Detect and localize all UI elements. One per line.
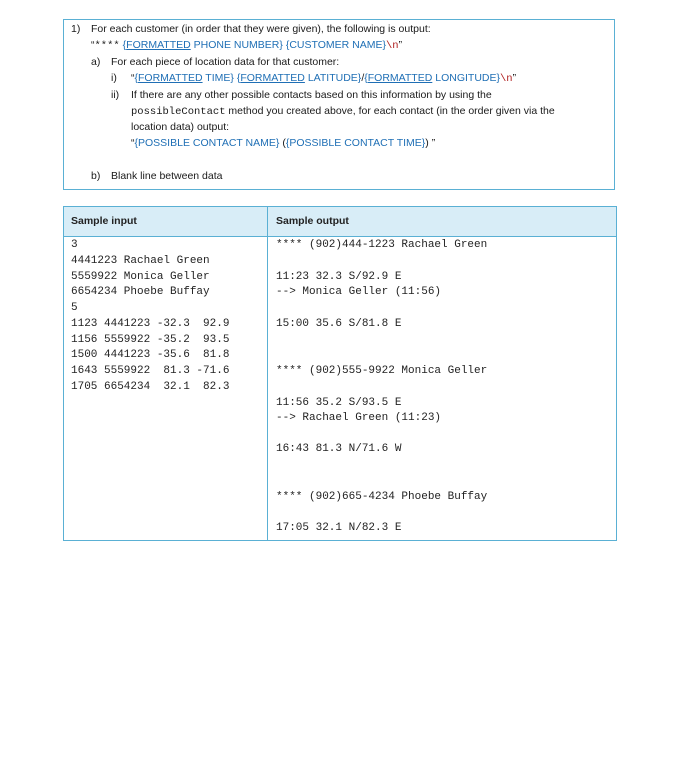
table-header-row	[64, 207, 616, 237]
output-line: --> Monica Geller (11:56)	[276, 286, 442, 298]
item-a-text: For each piece of location data for that customer:	[111, 56, 340, 68]
output-line: **** (902)444-1223 Rachael Green	[276, 239, 488, 251]
input-line: 6654234 Phoebe Buffay	[71, 286, 210, 298]
input-line: 5559922 Monica Geller	[71, 271, 210, 283]
item-i-number: i)	[111, 72, 117, 84]
requirements-box	[63, 19, 615, 190]
item-ii-number: ii)	[111, 89, 120, 101]
column-divider	[267, 207, 268, 540]
item-b-number: b)	[91, 170, 101, 182]
possible-contact-code: possibleContact	[131, 106, 226, 118]
input-line: 3	[71, 239, 78, 251]
item-1-text: For each customer (in order that they were given), the following is output:	[91, 23, 431, 35]
output-line: 11:56 35.2 S/93.5 E	[276, 397, 402, 409]
output-line: 16:43 81.3 N/71.6 W	[276, 443, 402, 455]
sample-table	[63, 206, 617, 541]
contact-format-line: “{POSSIBLE CONTACT NAME} ({POSSIBLE CONTACT TIME}) ”	[131, 137, 436, 149]
item-ii-text-2: possibleContact method you created above, for each contact (in the order given via the	[131, 105, 555, 118]
item-ii-text-1: If there are any other possible contacts based on this information by using the	[131, 89, 492, 101]
customer-format-line: “**** {FORMATTED PHONE NUMBER} {CUSTOMER NAME}\n”	[91, 39, 403, 52]
input-line: 1643 5559922 81.3 -71.6	[71, 365, 230, 377]
input-line: 1705 6654234 32.1 82.3	[71, 381, 230, 393]
input-line: 1500 4441223 -35.6 81.8	[71, 349, 230, 361]
input-line: 4441223 Rachael Green	[71, 255, 210, 267]
output-line: 15:00 35.6 S/81.8 E	[276, 318, 402, 330]
sample-output-header: Sample output	[276, 215, 349, 227]
item-b-text: Blank line between data	[111, 170, 223, 182]
location-format-line: “{FORMATTED TIME} {FORMATTED LATITUDE}/{FORMATTED LONGITUDE}\n”	[131, 72, 517, 85]
item-a-number: a)	[91, 56, 101, 68]
input-line: 1123 4441223 -32.3 92.9	[71, 318, 230, 330]
item-ii-text-3: location data) output:	[131, 121, 230, 133]
output-line: **** (902)555-9922 Monica Geller	[276, 365, 488, 377]
sample-input-header: Sample input	[71, 215, 137, 227]
input-line: 1156 5559922 -35.2 93.5	[71, 334, 230, 346]
output-line: **** (902)665-4234 Phoebe Buffay	[276, 491, 488, 503]
output-line: 11:23 32.3 S/92.9 E	[276, 271, 402, 283]
item-1-number: 1)	[71, 23, 81, 35]
output-line: --> Rachael Green (11:23)	[276, 412, 442, 424]
input-line: 5	[71, 302, 78, 314]
output-line: 17:05 32.1 N/82.3 E	[276, 522, 402, 534]
